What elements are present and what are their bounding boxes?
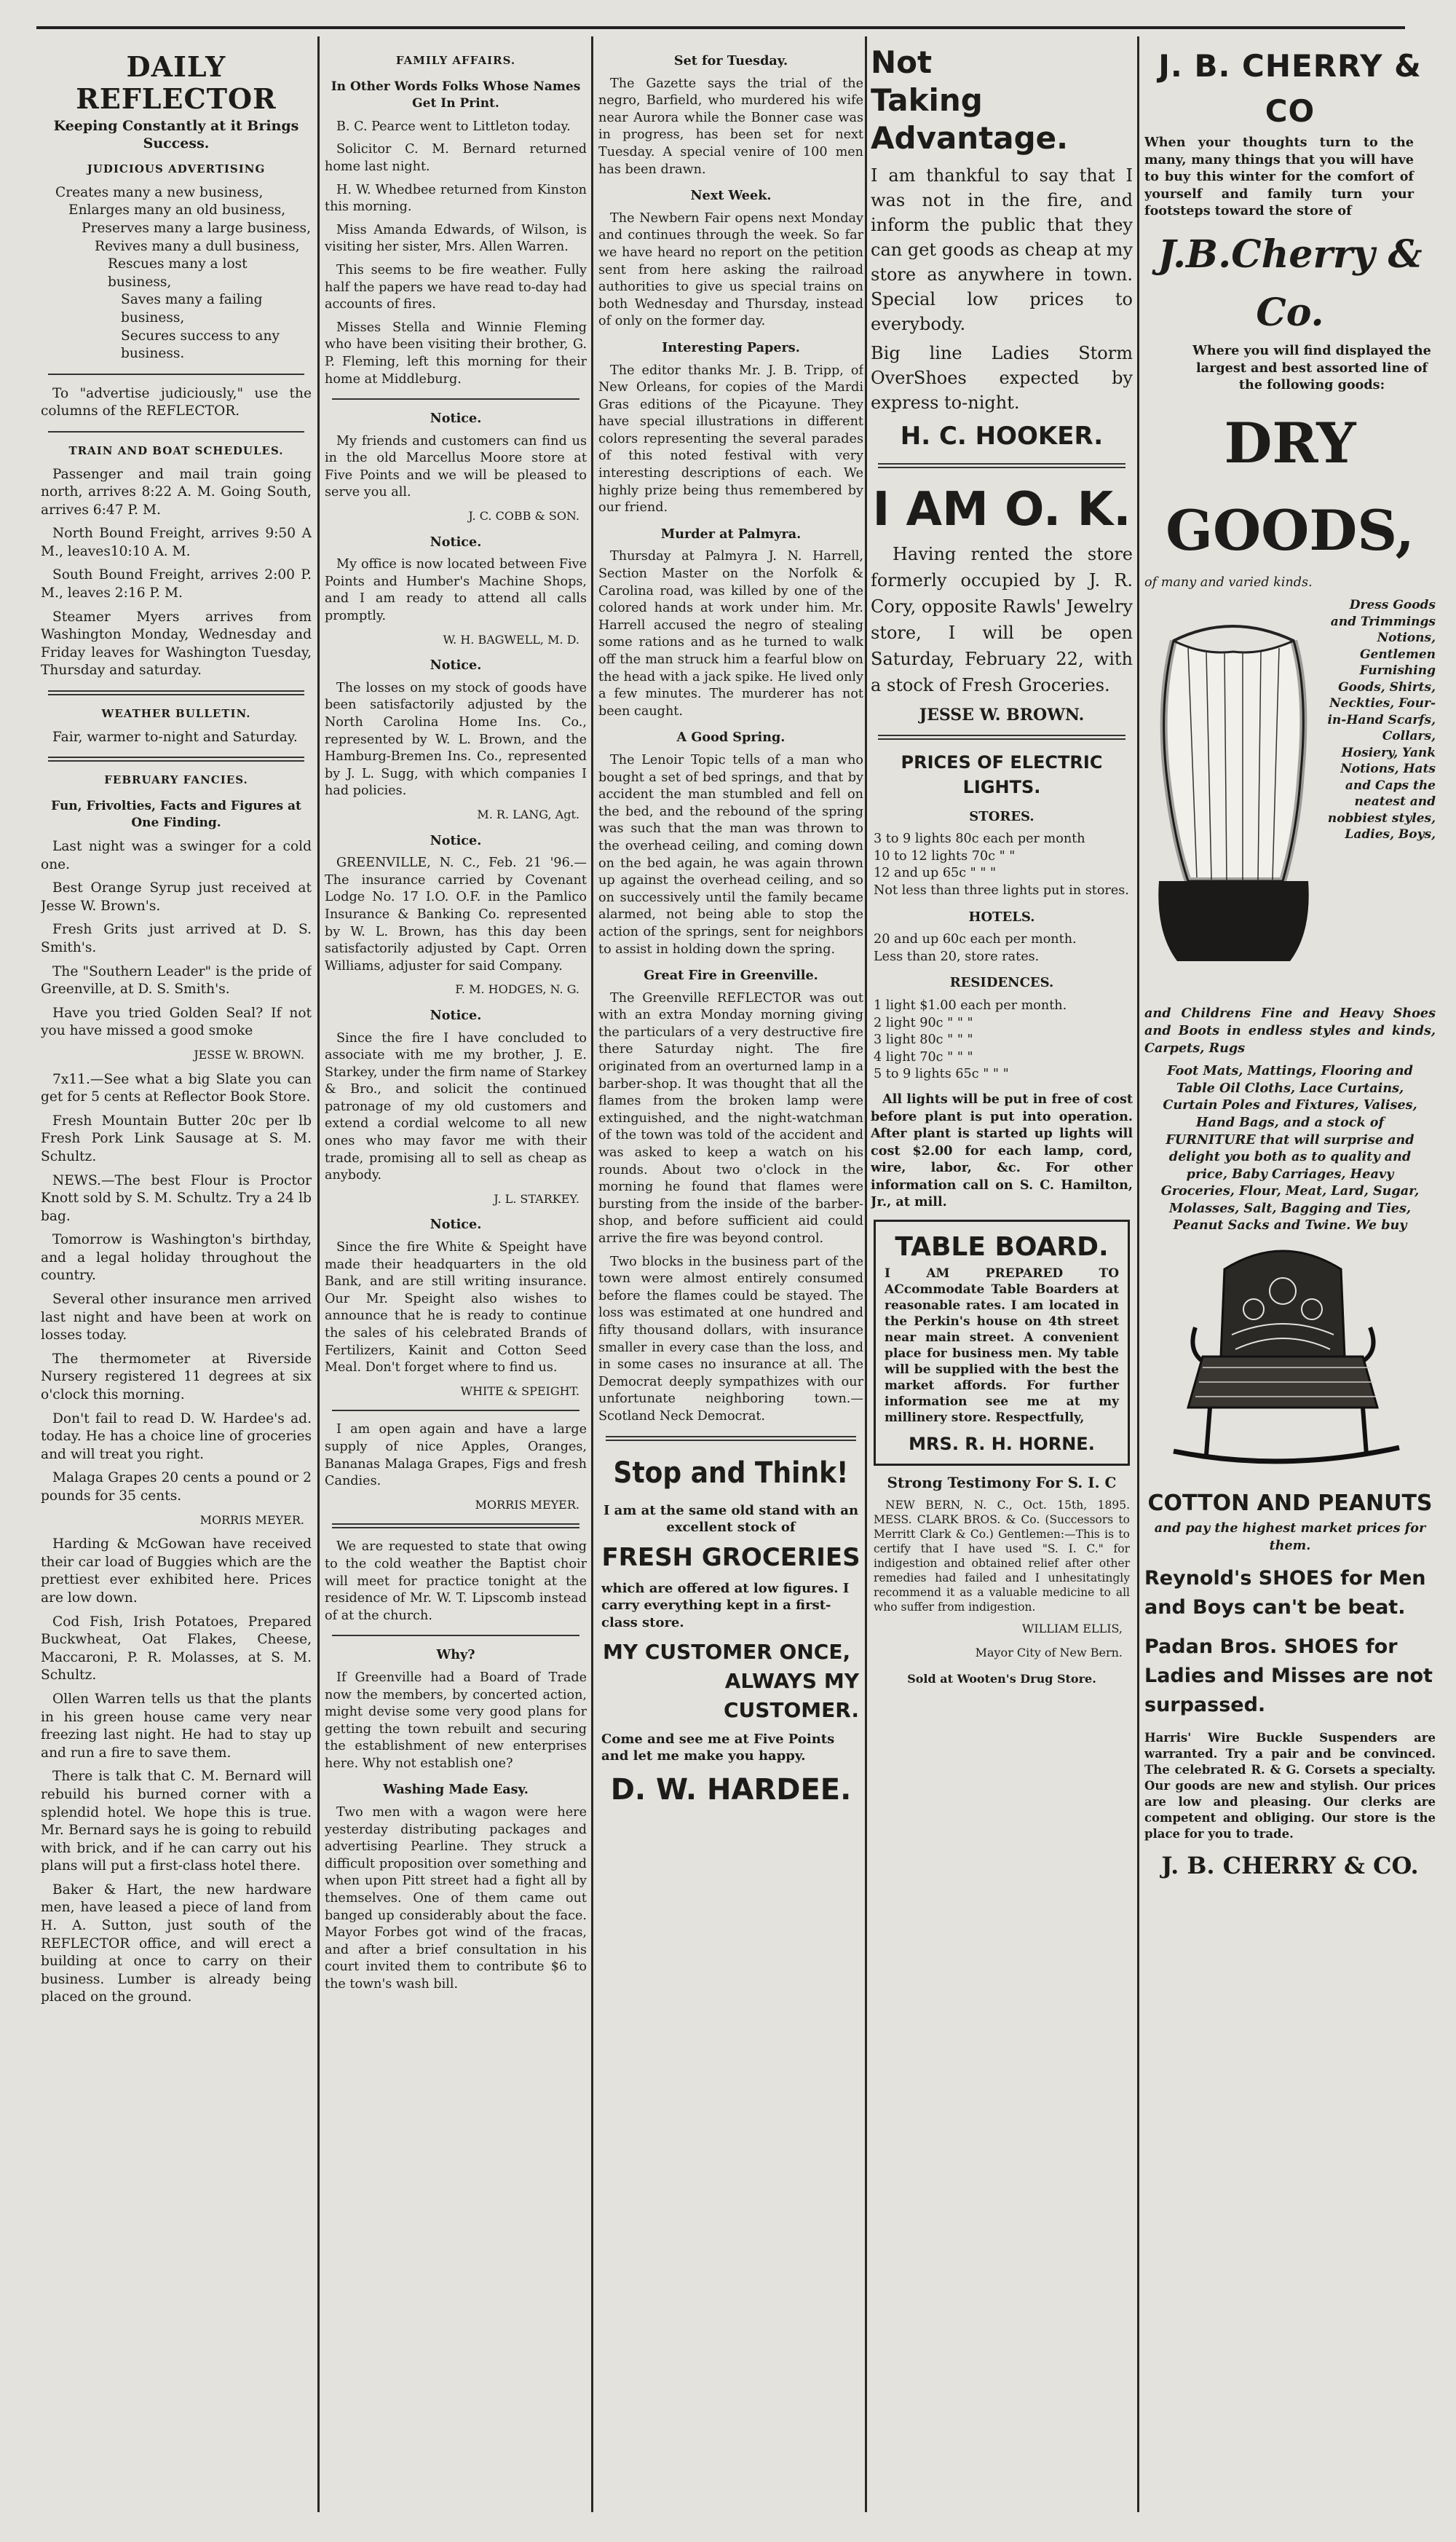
fancy-item: Malaga Grapes 20 cents a pound or 2 pounds for 35 cents.: [41, 1470, 312, 1504]
fancy-item: The thermometer at Riverside Nursery registered 11 degrees at six o'clock this morning.: [41, 1351, 312, 1403]
horne-body: I AM PREPARED TO ACcommodate Table Boarders at reasonable rates. I am located in the Perkin's house on 4th street near main street. A convenient place for business men. My table will be supplied with the best the market affords. For further information see me at my millinery store. Respectfully,: [885, 1266, 1119, 1426]
notice-signature: M. R. LANG, Agt.: [477, 807, 579, 821]
hardee-title: Stop and Think!: [613, 1456, 849, 1490]
rate-line: 1 light $1.00 each per month.: [874, 998, 1067, 1013]
family-heading: FAMILY AFFAIRS.: [395, 54, 516, 67]
divider: [48, 374, 304, 375]
fancies-heading: FEBRUARY FANCIES.: [104, 773, 248, 787]
why-heading: Why?: [436, 1647, 475, 1663]
baptist-notice: We are requested to state that owing to the cold weather the Baptist choir will meet for practice tonight at the residence of Mr. W. T. Lipscomb instead of at the church.: [325, 1539, 587, 1623]
hardee-slogan-2: ALWAYS MY CUSTOMER.: [723, 1668, 859, 1722]
testimony-title: Strong Testimony For S. I. C: [887, 1474, 1117, 1492]
testimony-body: NEW BERN, N. C., Oct. 15th, 1895. MESS. CLARK BROS. & Co. (Successors to Merritt Clark & Co.) Gentlemen:—This is to certify that I have used "S. I. C." for indigestion and obtained relief after other remedies had failed and I unhesitatingly recommend it as a valuable medicine to all who suffer from indigestion.: [874, 1498, 1130, 1614]
testimony-signature: WILLIAM ELLIS,: [1021, 1621, 1123, 1635]
brown-body: Having rented the store formerly occupied by J. R. Cory, opposite Rawls' Jewelry store, I will be open Saturday, February 22, with a stock of Fresh Groceries.: [871, 544, 1133, 695]
testimony-footer: Sold at Wooten's Drug Store.: [907, 1671, 1096, 1686]
family-item: Solicitor C. M. Bernard returned home last night.: [325, 142, 587, 174]
fancy-item: Don't fail to read D. W. Hardee's ad. today. He has a choice line of groceries and will treat you right.: [41, 1410, 312, 1462]
rate-line: 12 and up 65c " " ": [874, 866, 997, 881]
why-body: If Greenville had a Board of Trade now the members, by concerted action, might devise some very good plans for getting the town rebuilt and securing the establishment of new enterprises here. Why not establish one?: [325, 1670, 587, 1771]
brown-ad: [871, 478, 1133, 725]
adv-line: Enlarges many an old business,: [68, 202, 286, 218]
hardee-body: which are offered at low figures. I carry everything kept in a first-class store.: [601, 1580, 850, 1630]
hooker-ad: [871, 44, 1133, 453]
padan-shoes: Padan Bros. SHOES for Ladies and Misses are not surpassed.: [1144, 1635, 1433, 1717]
notice-body: My friends and customers can find us in the old Marcellus Moore store at Five Points and we will be pleased to serve you all.: [325, 433, 587, 500]
notice-title: Notice.: [430, 832, 482, 848]
fancy-item: 7x11.—See what a big Slate you can get for 5 cents at Reflector Book Store.: [41, 1071, 312, 1105]
divider: [332, 1523, 579, 1528]
testimony-ad: [871, 1475, 1133, 1687]
fancy-item: Have you tried Golden Seal? If not you have missed a good smoke: [41, 1005, 312, 1039]
divider: [48, 757, 304, 762]
article-body: The Lenoir Topic tells of a man who bought a set of bed springs, and that by accident the man stumbled and fell on the bed, and the rebound of the spring was such that the man was thrown to the overhead ceiling, and coming down on the bed again, he was again thrown up against the overhead ceiling, and so on successively until the family became alarmed, not being able to stop the action of the springs, sent for neighbors to assist in holding down the spring.: [598, 752, 863, 957]
notice-signature: WHITE & SPEIGHT.: [460, 1384, 579, 1398]
horne-name: MRS. R. H. HORNE.: [909, 1434, 1095, 1455]
rate-line: Not less than three lights put in stores.: [874, 883, 1129, 898]
article-body: The Newbern Fair opens next Monday and continues through the week. So far we have heard no report on the petition sent from here asking the railroad authorities to give us special trains on both Wednesday and Thursday, instead of only on the former day.: [598, 210, 863, 329]
hotels-heading: HOTELS.: [968, 909, 1035, 925]
residences-heading: RESIDENCES.: [949, 975, 1054, 991]
article-body: Two blocks in the business part of the town were almost entirely consumed before the flames could be stayed. The loss was estimated at one hundred and fifty thousand dollars, with insurance smaller in every case than the loss, and in some cases no insurance at all. The Democrat deeply sympathizes with our unfortunate neighboring town.—Scotland Neck Democrat.: [598, 1254, 863, 1424]
rate-line: 5 to 9 lights 65c " " ": [874, 1067, 1009, 1082]
cherry-list-2: and Childrens Fine and Heavy Shoes and Boots in endless styles and kinds, Carpets, Rugs: [1144, 1006, 1436, 1056]
electric-ad: [871, 750, 1133, 1211]
schedule-item: Passenger and mail train going north, arrives 8:22 A. M. Going South, arrives 6:47 P. M.: [41, 466, 312, 518]
adv-note: To "advertise judiciously," use the columns of the REFLECTOR.: [41, 385, 312, 419]
adv-line: Rescues many a lost business,: [108, 256, 248, 290]
hooker-heading-1: Not: [871, 44, 933, 80]
family-item: This seems to be fire weather. Fully half the papers we have read to-day had accounts of fires.: [325, 262, 587, 312]
fancy-item: Fresh Grits just arrived at D. S. Smith's.: [41, 922, 312, 955]
brown-text: [871, 541, 1133, 698]
cherry-footer: J. B. CHERRY & CO.: [1161, 1852, 1419, 1880]
cherry-harris: Harris' Wire Buckle Suspenders are warranted. Try a pair and be convinced. The celebrated R. & G. Corsets a specialty. Our goods are new and stylish. Our prices are low and pleasing. Our clerks are competent and obliging. Our store is the place for you to trade.: [1144, 1731, 1436, 1842]
hardee-intro: I am at the same old stand with an excellent stock of: [603, 1502, 859, 1536]
dry-goods-heading: DRY GOODS,: [1166, 410, 1415, 563]
signature: JESSE W. BROWN.: [194, 1047, 304, 1062]
column-rule: [591, 36, 593, 2512]
hardee-groceries: FRESH GROCERIES: [601, 1542, 860, 1572]
fancy-item: The "Southern Leader" is the pride of Greenville, at D. S. Smith's.: [41, 963, 312, 998]
column-rule: [865, 36, 867, 2512]
brown-name: JESSE W. BROWN.: [919, 706, 1085, 725]
fancies-subheading: Fun, Frivolties, Facts and Figures at One Finding.: [51, 798, 301, 831]
schedule-item: North Bound Freight, arrives 9:50 A M., leaves10:10 A. M.: [41, 526, 312, 559]
reynolds-shoes: Reynold's SHOES for Men and Boys can't be beat.: [1144, 1567, 1426, 1619]
cotton-heading: COTTON AND PEANUTS: [1147, 1491, 1433, 1517]
divider: [48, 431, 304, 433]
column-5: [1144, 44, 1436, 2519]
residences-rates: [871, 998, 1133, 1083]
cherry-find: Where you will find displayed the largest and best assorted line of the following goods:: [1192, 342, 1431, 393]
brown-title: I AM O. K.: [872, 483, 1131, 537]
fancy-item: Harding & McGowan have received their car load of Buggies which are the prettiest ever exhibited here. Prices are low down.: [41, 1536, 312, 1606]
adv-line: Preserves many a large business,: [82, 220, 311, 236]
schedule-item: South Bound Freight, arrives 2:00 P. M., leaves 2:16 P. M.: [41, 567, 312, 601]
divider: [332, 398, 579, 400]
notice-signature: F. M. HODGES, N. G.: [455, 982, 579, 997]
washing-body: Two men with a wagon were here yesterday distributing packages and advertising Pearline. They struck a difficult proposition over something and when upon Pitt street had a fight all by themselves. One of them came out banged up considerably about the face. Mayor Forbes got wind of the fracas, and after a brief consultation in his court invited them to contribute $6 to the town's wash bill.: [325, 1805, 587, 1992]
article-title: Interesting Papers.: [662, 339, 800, 355]
adv-line: Saves many a failing business,: [121, 292, 263, 325]
rate-line: 3 light 80c " " ": [874, 1033, 973, 1048]
hooker-text: [871, 163, 1133, 415]
article-title: Murder at Palmyra.: [660, 526, 802, 542]
divider: [48, 690, 304, 695]
adv-line: Revives many a dull business,: [95, 238, 300, 254]
cherry-intro: When your thoughts turn to the many, many things that you will have to buy this winter for the comfort of yourself and family turn your footsteps toward the store of: [1144, 135, 1414, 219]
fancy-item: Ollen Warren tells us that the plants in his green house came very near freezing last night. He had to stay up and run a fire to save them.: [41, 1691, 312, 1761]
rate-line: 3 to 9 lights 80c each per month: [874, 832, 1085, 847]
article-title: Set for Tuesday.: [673, 53, 788, 68]
adv-heading: JUDICIOUS ADVERTISING: [87, 162, 266, 176]
notice-body: Since the fire I have concluded to associate with me my brother, J. E. Starkey, under the firm name of Starkey & Bro., and solicit the continued patronage of my old customers and extend a cordial welcome to all new ones who may favor me with their trade, promising all to sell as cheap as anybody.: [325, 1030, 587, 1183]
column-1: [41, 44, 312, 2519]
hardee-slogan-1: MY CUSTOMER ONCE,: [603, 1639, 851, 1664]
divider: [606, 1436, 856, 1441]
signature: MORRIS MEYER.: [199, 1512, 304, 1527]
column-2: [325, 44, 587, 2519]
fancy-item: There is talk that C. M. Bernard will rebuild his burned corner with a splendid hotel. We hope this is true. Mr. Bernard says he is going to rebuild with brick, and if he can carry out his plans will put a first-class hotel there.: [41, 1769, 312, 1874]
fancy-item: Tomorrow is Washington's birthday, and a legal holiday throughout the country.: [41, 1232, 312, 1284]
hardee-name: D. W. HARDEE.: [610, 1772, 852, 1807]
column-3: [598, 44, 863, 2519]
notice-title: Notice.: [430, 658, 482, 674]
cherry-script-name: J.B.Cherry & Co.: [1158, 232, 1423, 335]
horne-ad: [874, 1220, 1130, 1466]
article-body: The Gazette says the trial of the negro, Barfield, who murdered his wife near Aurora while the Bonner case was in progress, has been set for next Tuesday. A special venire of 100 men has been drawn.: [598, 76, 863, 177]
notice-signature: J. L. STARKEY.: [494, 1191, 579, 1206]
notice-signature: J. C. COBB & SON.: [468, 509, 579, 524]
weather-heading: WEATHER BULLETIN.: [101, 707, 251, 721]
cherry-list-1: Dress Goods and Trimmings Notions, Gentlemen Furnishing Goods, Shirts, Neckties, Four-in-Hand Scarfs, Collars, Hosiery, Yank Notions, Hats and Caps the neatest and nobbiest styles, Ladies, Boys,: [1327, 598, 1436, 842]
fancy-item: Best Orange Syrup just received at Jesse W. Brown's.: [41, 880, 312, 914]
corset-row: [1144, 597, 1436, 1005]
hardee-ad: [598, 1451, 863, 1812]
rocking-chair-illustration: [1144, 1240, 1436, 1480]
notice-body: GREENVILLE, N. C., Feb. 21 '96.—The insurance carried by Covenant Lodge No. 17 I.O. O.F. in the Pamlico Insurance & Banking Co. represented by W. L. Brown, has this day been satisfactorily adjusted by Capt. Orren Williams, adjuster for said Company.: [325, 856, 587, 974]
schedules-heading: TRAIN AND BOAT SCHEDULES.: [68, 443, 284, 457]
schedule-item: Steamer Myers arrives from Washington Monday, Wednesday and Friday leaves for Washington Tuesday, Thursday and saturday.: [41, 609, 312, 679]
top-rule: [36, 26, 1405, 29]
divider: [332, 1410, 579, 1411]
testimony-title-line: Mayor City of New Bern.: [975, 1646, 1123, 1660]
rate-line: Less than 20, store rates.: [874, 949, 1040, 964]
rate-line: 10 to 12 lights 70c " ": [874, 848, 1016, 864]
electric-note: All lights will be put in free of cost before plant is put into operation. After plant is started up lights will cost $2.00 for each lamp, cord, wire, labor, &c. For other information call on S. C. Hamilton, Jr., at mill.: [871, 1091, 1133, 1210]
hardee-invite: Come and see me at Five Points and let me make you happy.: [601, 1731, 835, 1764]
notice-title: Notice.: [430, 534, 482, 550]
family-item: Miss Amanda Edwards, of Wilson, is visiting her sister, Mrs. Allen Warren.: [325, 222, 587, 255]
rate-line: 4 light 70c " " ": [874, 1049, 973, 1065]
meyer-signature: MORRIS MEYER.: [475, 1497, 579, 1512]
notice-signature: W. H. BAGWELL, M. D.: [443, 632, 579, 647]
divider: [878, 463, 1125, 468]
fancy-item: NEWS.—The best Flour is Proctor Knott sold by S. M. Schultz. Try a 24 lb bag.: [41, 1172, 312, 1224]
notice-title: Notice.: [430, 1217, 482, 1233]
hotels-rates: [871, 931, 1133, 966]
corset-illustration: [1144, 597, 1323, 1005]
electric-title: PRICES OF ELECTRIC LIGHTS.: [901, 751, 1103, 797]
stores-rates: [871, 831, 1133, 899]
notice-body: Since the fire White & Speight have made their headquarters in the old Bank, and are still writing insurance. Our Mr. Speight also wishes to announce that he is ready to continue the sales of his celebrated Brands of Fertilizers, Kainit and Cotton Seed Meal. Don't forget where to find us.: [325, 1240, 587, 1375]
article-body: Thursday at Palmyra J. N. Harrell, Section Master on the Norfolk & Carolina road, was killed by one of the colored hands at work under him. Mr. Harrell accused the negro of stealing some rations and as he turned to walk off the man struck him a fearful blow on the head with a jack spike. He lived only a few minutes. The murderer has not been caught.: [598, 549, 863, 719]
article-body: The Greenville REFLECTOR was out with an extra Monday morning giving the particulars of a very destructive fire there Saturday night. The fire originated from an overturned lamp in a barber-shop. It was thought that all the flames from the broken lamp were extinguished, and the night-watchman of the town was told of the accident and was asked to keep a watch on his rounds. About two o'clock in the morning he found that flames were bursting from the inside of the barber-shop, and before sufficient aid could arrive the fire was beyond control.: [598, 990, 863, 1246]
adv-line: Secures success to any business.: [121, 328, 280, 362]
family-item: H. W. Whedbee returned from Kinston this morning.: [325, 182, 587, 215]
cherry-many: of many and varied kinds.: [1144, 575, 1313, 590]
fancy-item: Last night was a swinger for a cold one.: [41, 839, 312, 872]
notice-body: The losses on my stock of goods have been satisfactorily adjusted by the North Carolina Home Ins. Co., represented by W. L. Brown, and the Hamburg-Bremen Ins. Co., represented by J. L. Sugg, with which companies I had policies.: [325, 680, 587, 799]
hooker-body-2: Big line Ladies Storm OverShoes expected by express to-night.: [871, 343, 1133, 413]
cotton-pay: and pay the highest market prices for them.: [1154, 1520, 1426, 1553]
article-title: Great Fire in Greenville.: [644, 968, 818, 984]
fancy-item: Fresh Mountain Butter 20c per lb Fresh Pork Link Sausage at S. M. Schultz.: [41, 1113, 312, 1164]
family-subheading: In Other Words Folks Whose Names Get In Print.: [331, 79, 581, 111]
hooker-heading-2: Taking: [871, 82, 983, 118]
horne-title: TABLE BOARD.: [895, 1232, 1109, 1263]
cherry-title: J. B. CHERRY & CO: [1158, 48, 1422, 129]
notice-title: Notice.: [430, 1007, 482, 1023]
stores-heading: STORES.: [969, 808, 1034, 824]
article-body: The editor thanks Mr. J. B. Tripp, of New Orleans, for copies of the Mardi Gras editions of the Picayune. They have special illustrations in different colors representing the several parades of this noted festival with very interesting descriptions of each. We highly prize being thus remembered by our friend.: [598, 363, 863, 516]
adv-line: Creates many a new business,: [55, 184, 264, 200]
article-title: Next Week.: [690, 188, 772, 204]
notice-title: Notice.: [430, 411, 482, 427]
hooker-name: H. C. HOOKER.: [900, 422, 1104, 451]
rate-line: 20 and up 60c each per month.: [874, 932, 1077, 947]
washing-heading: Washing Made Easy.: [383, 1782, 529, 1798]
hooker-body: I am thankful to say that I was not in the fire, and inform the public that they can get goods as cheap at my store as anywhere in town. Special low prices to everybody.: [871, 165, 1133, 334]
masthead-subtitle: Keeping Constantly at it Brings Success.: [53, 118, 299, 151]
adv-lines: [41, 184, 312, 363]
cherry-list-3: Foot Mats, Mattings, Flooring and Table Oil Cloths, Lace Curtains, Curtain Poles and Fixtures, Valises, Hand Bags, and a stock of FURNITURE that will surprise and delight you both as to quality and price, Baby Carriages, Heavy Groceries, Flour, Meat, Lard, Sugar, Molasses, Salt, Bagging and Ties, Peanut Sacks and Twine. We buy: [1160, 1063, 1420, 1233]
rate-line: 2 light 90c " " ": [874, 1015, 973, 1030]
notice-body: My office is now located between Five Points and Humber's Machine Shops, and I am ready to attend all calls promptly.: [325, 557, 587, 624]
fancy-item: Baker & Hart, the new hardware men, have leased a piece of land from H. A. Sutton, just south of the REFLECTOR office, and will erect a building at once to carry on their business. Lumber is already being placed on the ground.: [41, 1882, 312, 2005]
meyer-ad: I am open again and have a large supply of nice Apples, Oranges, Bananas Malaga Grapes, Figs and fresh Candies.: [325, 1422, 587, 1489]
column-rule: [317, 36, 320, 2512]
divider: [878, 735, 1125, 740]
divider: [332, 1635, 579, 1636]
masthead: DAILY REFLECTOR: [76, 50, 277, 115]
fancy-item: Cod Fish, Irish Potatoes, Prepared Buckwheat, Oat Flakes, Cheese, Maccaroni, P. R. Molasses, at S. M. Schultz.: [41, 1614, 312, 1684]
family-item: Misses Stella and Winnie Fleming who have been visiting their brother, G. P. Fleming, left this morning for their home at Middleburg.: [325, 320, 587, 387]
weather-text: Fair, warmer to-night and Saturday.: [52, 729, 298, 745]
hooker-heading-3: Advantage.: [871, 120, 1069, 156]
fancy-item: Several other insurance men arrived last night and have been at work on losses today.: [41, 1292, 312, 1343]
family-item: B. C. Pearce went to Littleton today.: [336, 119, 571, 134]
column-rule: [1137, 36, 1139, 2512]
column-4: [871, 44, 1133, 2519]
article-title: A Good Spring.: [676, 730, 786, 746]
